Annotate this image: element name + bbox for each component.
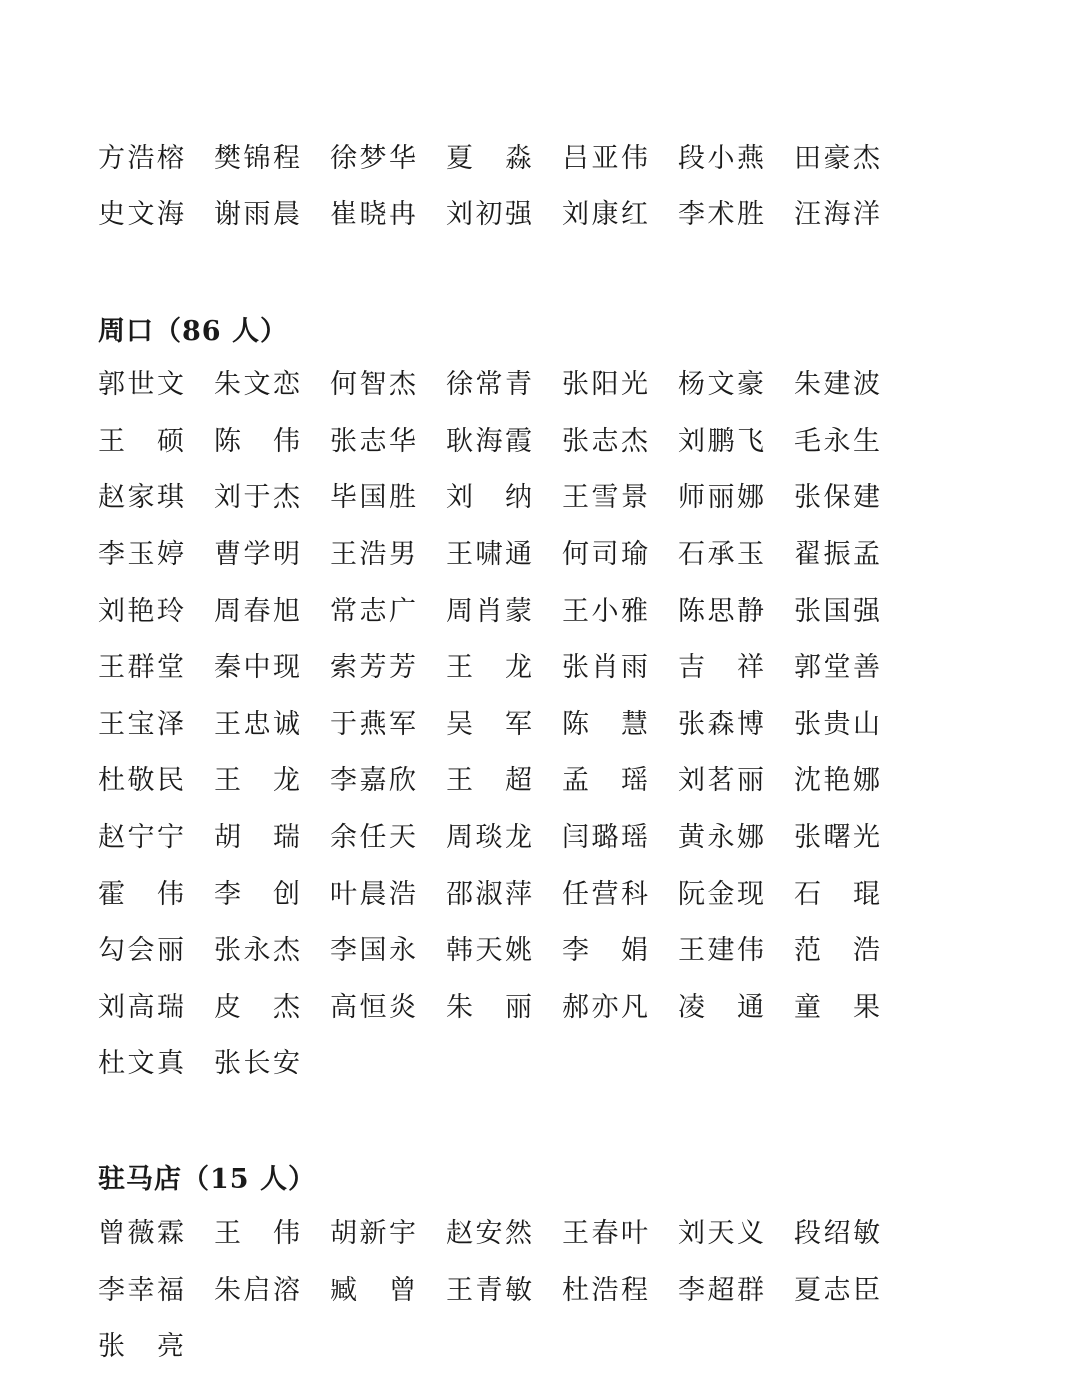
- person-name: 余任天: [330, 821, 416, 853]
- person-name: 王 龙: [214, 765, 300, 797]
- name-row: [98, 1262, 918, 1319]
- name-row: [98, 187, 918, 244]
- person-name: 樊锦程: [214, 142, 300, 174]
- name-row: [98, 356, 918, 413]
- person-name: 刘初强: [446, 199, 532, 231]
- person-name: 王建伟: [678, 935, 764, 967]
- person-name: 段小燕: [678, 142, 764, 174]
- person-name: 李 娟: [562, 935, 648, 967]
- person-name: 刘康红: [562, 199, 648, 231]
- person-name: 胡 瑞: [214, 821, 300, 853]
- person-name: 吉 祥: [678, 652, 764, 684]
- person-name: 张国强: [794, 595, 880, 627]
- person-name: 张贵山: [794, 708, 880, 740]
- person-name: 韩天姚: [446, 935, 532, 967]
- person-name: 李国永: [330, 935, 416, 967]
- person-name: 张保建: [794, 482, 880, 514]
- person-name: 周肖蒙: [446, 595, 532, 627]
- person-name: 张永杰: [214, 935, 300, 967]
- person-name: 刘 纳: [446, 482, 532, 514]
- person-name: 张阳光: [562, 369, 648, 401]
- person-name: 李玉婷: [98, 538, 184, 570]
- person-name: 秦中现: [214, 652, 300, 684]
- person-name: 高恒炎: [330, 991, 416, 1023]
- person-name: 刘天义: [678, 1218, 764, 1250]
- section-heading: 周口（86 人）: [98, 315, 288, 347]
- person-name: 赵家琪: [98, 482, 184, 514]
- person-name: 李嘉欣: [330, 765, 416, 797]
- person-name: 张曙光: [794, 821, 880, 853]
- person-name: 王宝泽: [98, 708, 184, 740]
- name-row: [98, 1036, 918, 1093]
- person-name: 霍 伟: [98, 878, 184, 910]
- name-row: [98, 413, 918, 470]
- person-name: 杜文真: [98, 1048, 184, 1080]
- person-name: 叶晨浩: [330, 878, 416, 910]
- person-name: 于燕军: [330, 708, 416, 740]
- section-spacer: [98, 1092, 918, 1149]
- person-name: 刘鹏飞: [678, 425, 764, 457]
- name-row: [98, 526, 918, 583]
- person-name: 皮 杰: [214, 991, 300, 1023]
- person-name: 曾薇霖: [98, 1218, 184, 1250]
- name-row: [98, 470, 918, 527]
- person-name: 毛永生: [794, 425, 880, 457]
- person-name: 童 果: [794, 991, 880, 1023]
- person-name: 徐梦华: [330, 142, 416, 174]
- person-name: 朱 丽: [446, 991, 532, 1023]
- person-name: 刘艳玲: [98, 595, 184, 627]
- person-name: 王春叶: [562, 1218, 648, 1250]
- person-name: 崔晓冉: [330, 199, 416, 231]
- person-name: 李术胜: [678, 199, 764, 231]
- section-spacer: [98, 243, 918, 300]
- person-name: 朱文恋: [214, 369, 300, 401]
- person-name: 王小雅: [562, 595, 648, 627]
- person-name: 何智杰: [330, 369, 416, 401]
- person-name: 邵淑萍: [446, 878, 532, 910]
- person-name: 徐常青: [446, 369, 532, 401]
- name-row: [98, 979, 918, 1036]
- person-name: 夏 淼: [446, 142, 532, 174]
- person-name: 杜敬民: [98, 765, 184, 797]
- name-row: [98, 696, 918, 753]
- person-name: 耿海霞: [446, 425, 532, 457]
- person-name: 赵安然: [446, 1218, 532, 1250]
- person-name: 李幸福: [98, 1274, 184, 1306]
- person-name: 王 超: [446, 765, 532, 797]
- person-name: 周琰龙: [446, 821, 532, 853]
- person-name: 石 琨: [794, 878, 880, 910]
- person-name: 师丽娜: [678, 482, 764, 514]
- person-name: 杨文豪: [678, 369, 764, 401]
- name-row: [98, 1205, 918, 1262]
- person-name: 张肖雨: [562, 652, 648, 684]
- person-name: 刘于杰: [214, 482, 300, 514]
- name-list-page: [98, 130, 918, 1375]
- person-name: 任营科: [562, 878, 648, 910]
- person-name: 孟 瑶: [562, 765, 648, 797]
- person-name: 阮金现: [678, 878, 764, 910]
- person-name: 张长安: [214, 1048, 300, 1080]
- person-name: 夏志臣: [794, 1274, 880, 1306]
- person-name: 郭堂善: [794, 652, 880, 684]
- person-name: 吕亚伟: [562, 142, 648, 174]
- person-name: 闫璐瑶: [562, 821, 648, 853]
- person-name: 王 龙: [446, 652, 532, 684]
- person-name: 王 硕: [98, 425, 184, 457]
- person-name: 段绍敏: [794, 1218, 880, 1250]
- name-row: [98, 922, 918, 979]
- person-name: 李 创: [214, 878, 300, 910]
- person-name: 郭世文: [98, 369, 184, 401]
- person-name: 朱启溶: [214, 1274, 300, 1306]
- name-row: [98, 866, 918, 923]
- person-name: 郝亦凡: [562, 991, 648, 1023]
- person-name: 王忠诚: [214, 708, 300, 740]
- person-name: 刘高瑞: [98, 991, 184, 1023]
- person-name: 黄永娜: [678, 821, 764, 853]
- person-name: 陈 慧: [562, 708, 648, 740]
- person-name: 张志华: [330, 425, 416, 457]
- person-name: 赵宁宁: [98, 821, 184, 853]
- name-row: [98, 639, 918, 696]
- person-name: 王 伟: [214, 1218, 300, 1250]
- person-name: 方浩榕: [98, 142, 184, 174]
- person-name: 谢雨晨: [214, 199, 300, 231]
- person-name: 毕国胜: [330, 482, 416, 514]
- person-name: 王雪景: [562, 482, 648, 514]
- name-row: [98, 753, 918, 810]
- person-name: 刘茗丽: [678, 765, 764, 797]
- person-name: 王浩男: [330, 538, 416, 570]
- name-row: [98, 809, 918, 866]
- person-name: 翟振孟: [794, 538, 880, 570]
- person-name: 王啸通: [446, 538, 532, 570]
- person-name: 常志广: [330, 595, 416, 627]
- person-name: 张志杰: [562, 425, 648, 457]
- person-name: 史文海: [98, 199, 184, 231]
- person-name: 石承玉: [678, 538, 764, 570]
- section-heading: 驻马店（15 人）: [98, 1164, 316, 1196]
- person-name: 张 亮: [98, 1331, 184, 1363]
- person-name: 臧 曾: [330, 1274, 416, 1306]
- person-name: 汪海洋: [794, 199, 880, 231]
- name-row: [98, 130, 918, 187]
- person-name: 范 浩: [794, 935, 880, 967]
- person-name: 吴 军: [446, 708, 532, 740]
- name-row: [98, 583, 918, 640]
- person-name: 勾会丽: [98, 935, 184, 967]
- person-name: 王群堂: [98, 652, 184, 684]
- person-name: 胡新宇: [330, 1218, 416, 1250]
- person-name: 曹学明: [214, 538, 300, 570]
- name-row: [98, 1318, 918, 1375]
- person-name: 张森博: [678, 708, 764, 740]
- person-name: 周春旭: [214, 595, 300, 627]
- person-name: 沈艳娜: [794, 765, 880, 797]
- person-name: 李超群: [678, 1274, 764, 1306]
- person-name: 朱建波: [794, 369, 880, 401]
- person-name: 索芳芳: [330, 652, 416, 684]
- person-name: 杜浩程: [562, 1274, 648, 1306]
- person-name: 陈思静: [678, 595, 764, 627]
- person-name: 何司瑜: [562, 538, 648, 570]
- person-name: 陈 伟: [214, 425, 300, 457]
- person-name: 凌 通: [678, 991, 764, 1023]
- person-name: 田豪杰: [794, 142, 880, 174]
- person-name: 王青敏: [446, 1274, 532, 1306]
